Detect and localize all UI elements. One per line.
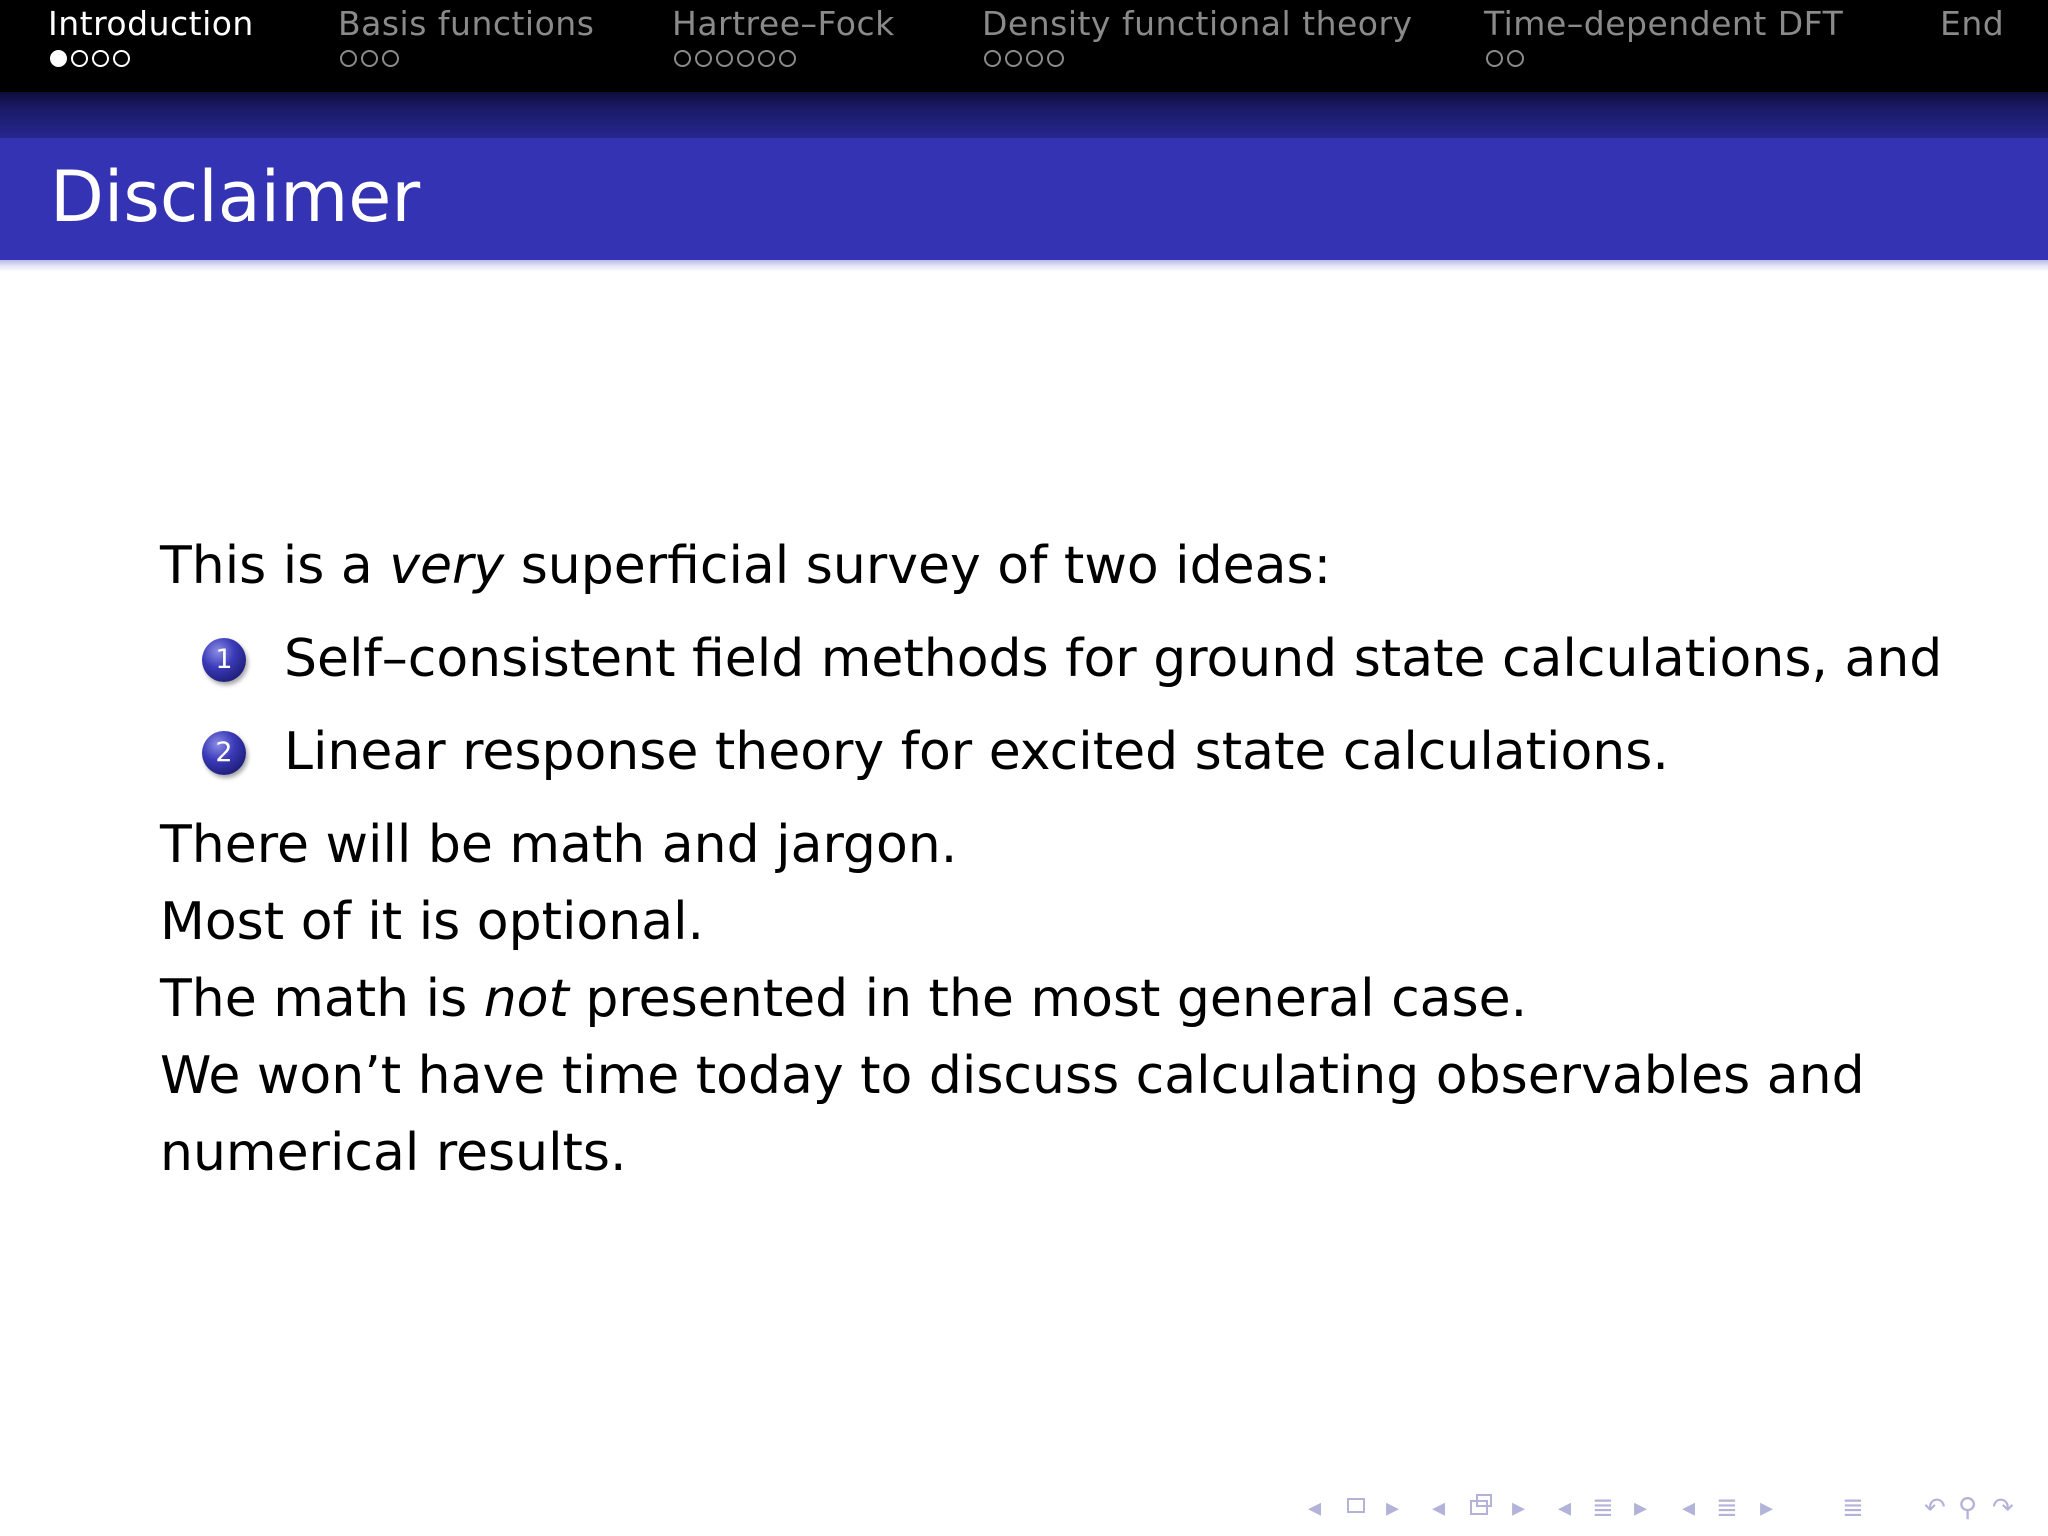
enumerate-number: 2	[215, 737, 233, 768]
nav-frame-dot[interactable]	[1005, 50, 1022, 67]
intro-text: This is a	[160, 536, 390, 596]
general-emphasis: not	[483, 969, 569, 1029]
enumerate-item	[160, 714, 2000, 791]
slide-prev-icon[interactable]: ◂	[1308, 1493, 1322, 1523]
enumerate-item-text: Linear response theory for excited state calculations.	[284, 722, 1669, 782]
subsection-next-icon[interactable]: ▸	[1634, 1493, 1648, 1523]
body-line-math: There will be math and jargon.	[160, 815, 958, 875]
section-navigation-bar	[0, 0, 2048, 92]
nav-frame-dot[interactable]	[716, 50, 733, 67]
title-bar-shadow	[0, 260, 2048, 272]
search-icon[interactable]: ⚲	[1958, 1493, 1978, 1523]
nav-section-label[interactable]: End	[1940, 4, 2005, 43]
nav-frame-dot[interactable]	[674, 50, 691, 67]
nav-frame-dot[interactable]	[92, 50, 109, 67]
general-text: presented in the most general case.	[568, 969, 1528, 1029]
nav-frame-dot-current[interactable]	[50, 50, 67, 67]
nav-section-label[interactable]: Time–dependent DFT	[1484, 4, 1844, 43]
nav-frame-dot[interactable]	[1026, 50, 1043, 67]
frame-title-bar	[0, 138, 2048, 260]
nav-section-label[interactable]: Hartree–Fock	[672, 4, 895, 43]
intro-emphasis: very	[389, 536, 505, 596]
document-icon[interactable]: ≣	[1842, 1493, 1864, 1523]
nav-frame-dot[interactable]	[695, 50, 712, 67]
nav-section-label[interactable]: Basis functions	[338, 4, 595, 43]
section-next-icon[interactable]: ▸	[1760, 1493, 1774, 1523]
intro-text: superficial survey of two ideas:	[504, 536, 1332, 596]
nav-frame-dot[interactable]	[779, 50, 796, 67]
enumerate-number: 1	[215, 644, 233, 675]
body-line-time-continued: numerical results.	[160, 1123, 627, 1183]
general-text: The math is	[160, 969, 484, 1029]
enumerate-ball-icon	[202, 638, 246, 682]
subsection-prev-icon[interactable]: ◂	[1558, 1493, 1572, 1523]
enumerate-ball-icon	[202, 731, 246, 775]
frame-next-icon[interactable]: ▸	[1512, 1493, 1526, 1523]
nav-frame-dot[interactable]	[361, 50, 378, 67]
slide-body	[160, 528, 2000, 1192]
nav-frame-dots	[50, 50, 130, 67]
enumerate-item-text: Self–consistent field methods for ground state calculations, and	[284, 629, 1943, 689]
beamer-navigation-symbols	[0, 1488, 2048, 1528]
section-icon[interactable]: ≣	[1716, 1493, 1738, 1523]
nav-frame-dot[interactable]	[737, 50, 754, 67]
nav-frame-dots	[674, 50, 796, 67]
nav-section-label[interactable]: Introduction	[48, 4, 254, 43]
slide-next-icon[interactable]: ▸	[1386, 1493, 1400, 1523]
nav-frame-dot[interactable]	[1486, 50, 1503, 67]
frame-stack-icon	[1476, 1494, 1492, 1507]
body-line-time: We won’t have time today to discuss calculating observables and	[160, 1046, 1865, 1106]
nav-frame-dot[interactable]	[71, 50, 88, 67]
body-line-general	[160, 961, 2000, 1038]
nav-frame-dot[interactable]	[1047, 50, 1064, 67]
nav-frame-dot[interactable]	[113, 50, 130, 67]
nav-frame-dot[interactable]	[340, 50, 357, 67]
frame-prev-icon[interactable]: ◂	[1432, 1493, 1446, 1523]
forward-icon[interactable]: ↷	[1992, 1493, 2014, 1523]
slide-icon[interactable]	[1347, 1498, 1365, 1513]
nav-frame-dots	[340, 50, 399, 67]
frame-title: Disclaimer	[50, 156, 421, 238]
nav-frame-dots	[984, 50, 1064, 67]
nav-frame-dots	[1486, 50, 1524, 67]
nav-frame-dot[interactable]	[382, 50, 399, 67]
section-prev-icon[interactable]: ◂	[1682, 1493, 1696, 1523]
nav-section-label[interactable]: Density functional theory	[982, 4, 1413, 43]
nav-frame-dot[interactable]	[1507, 50, 1524, 67]
nav-frame-dot[interactable]	[758, 50, 775, 67]
header-shade-band	[0, 92, 2048, 138]
enumerate-item	[160, 621, 2000, 698]
intro-sentence	[160, 528, 2000, 605]
nav-frame-dot[interactable]	[984, 50, 1001, 67]
body-line-optional: Most of it is optional.	[160, 892, 705, 952]
back-icon[interactable]: ↶	[1924, 1493, 1946, 1523]
subsection-icon[interactable]: ≣	[1592, 1493, 1614, 1523]
